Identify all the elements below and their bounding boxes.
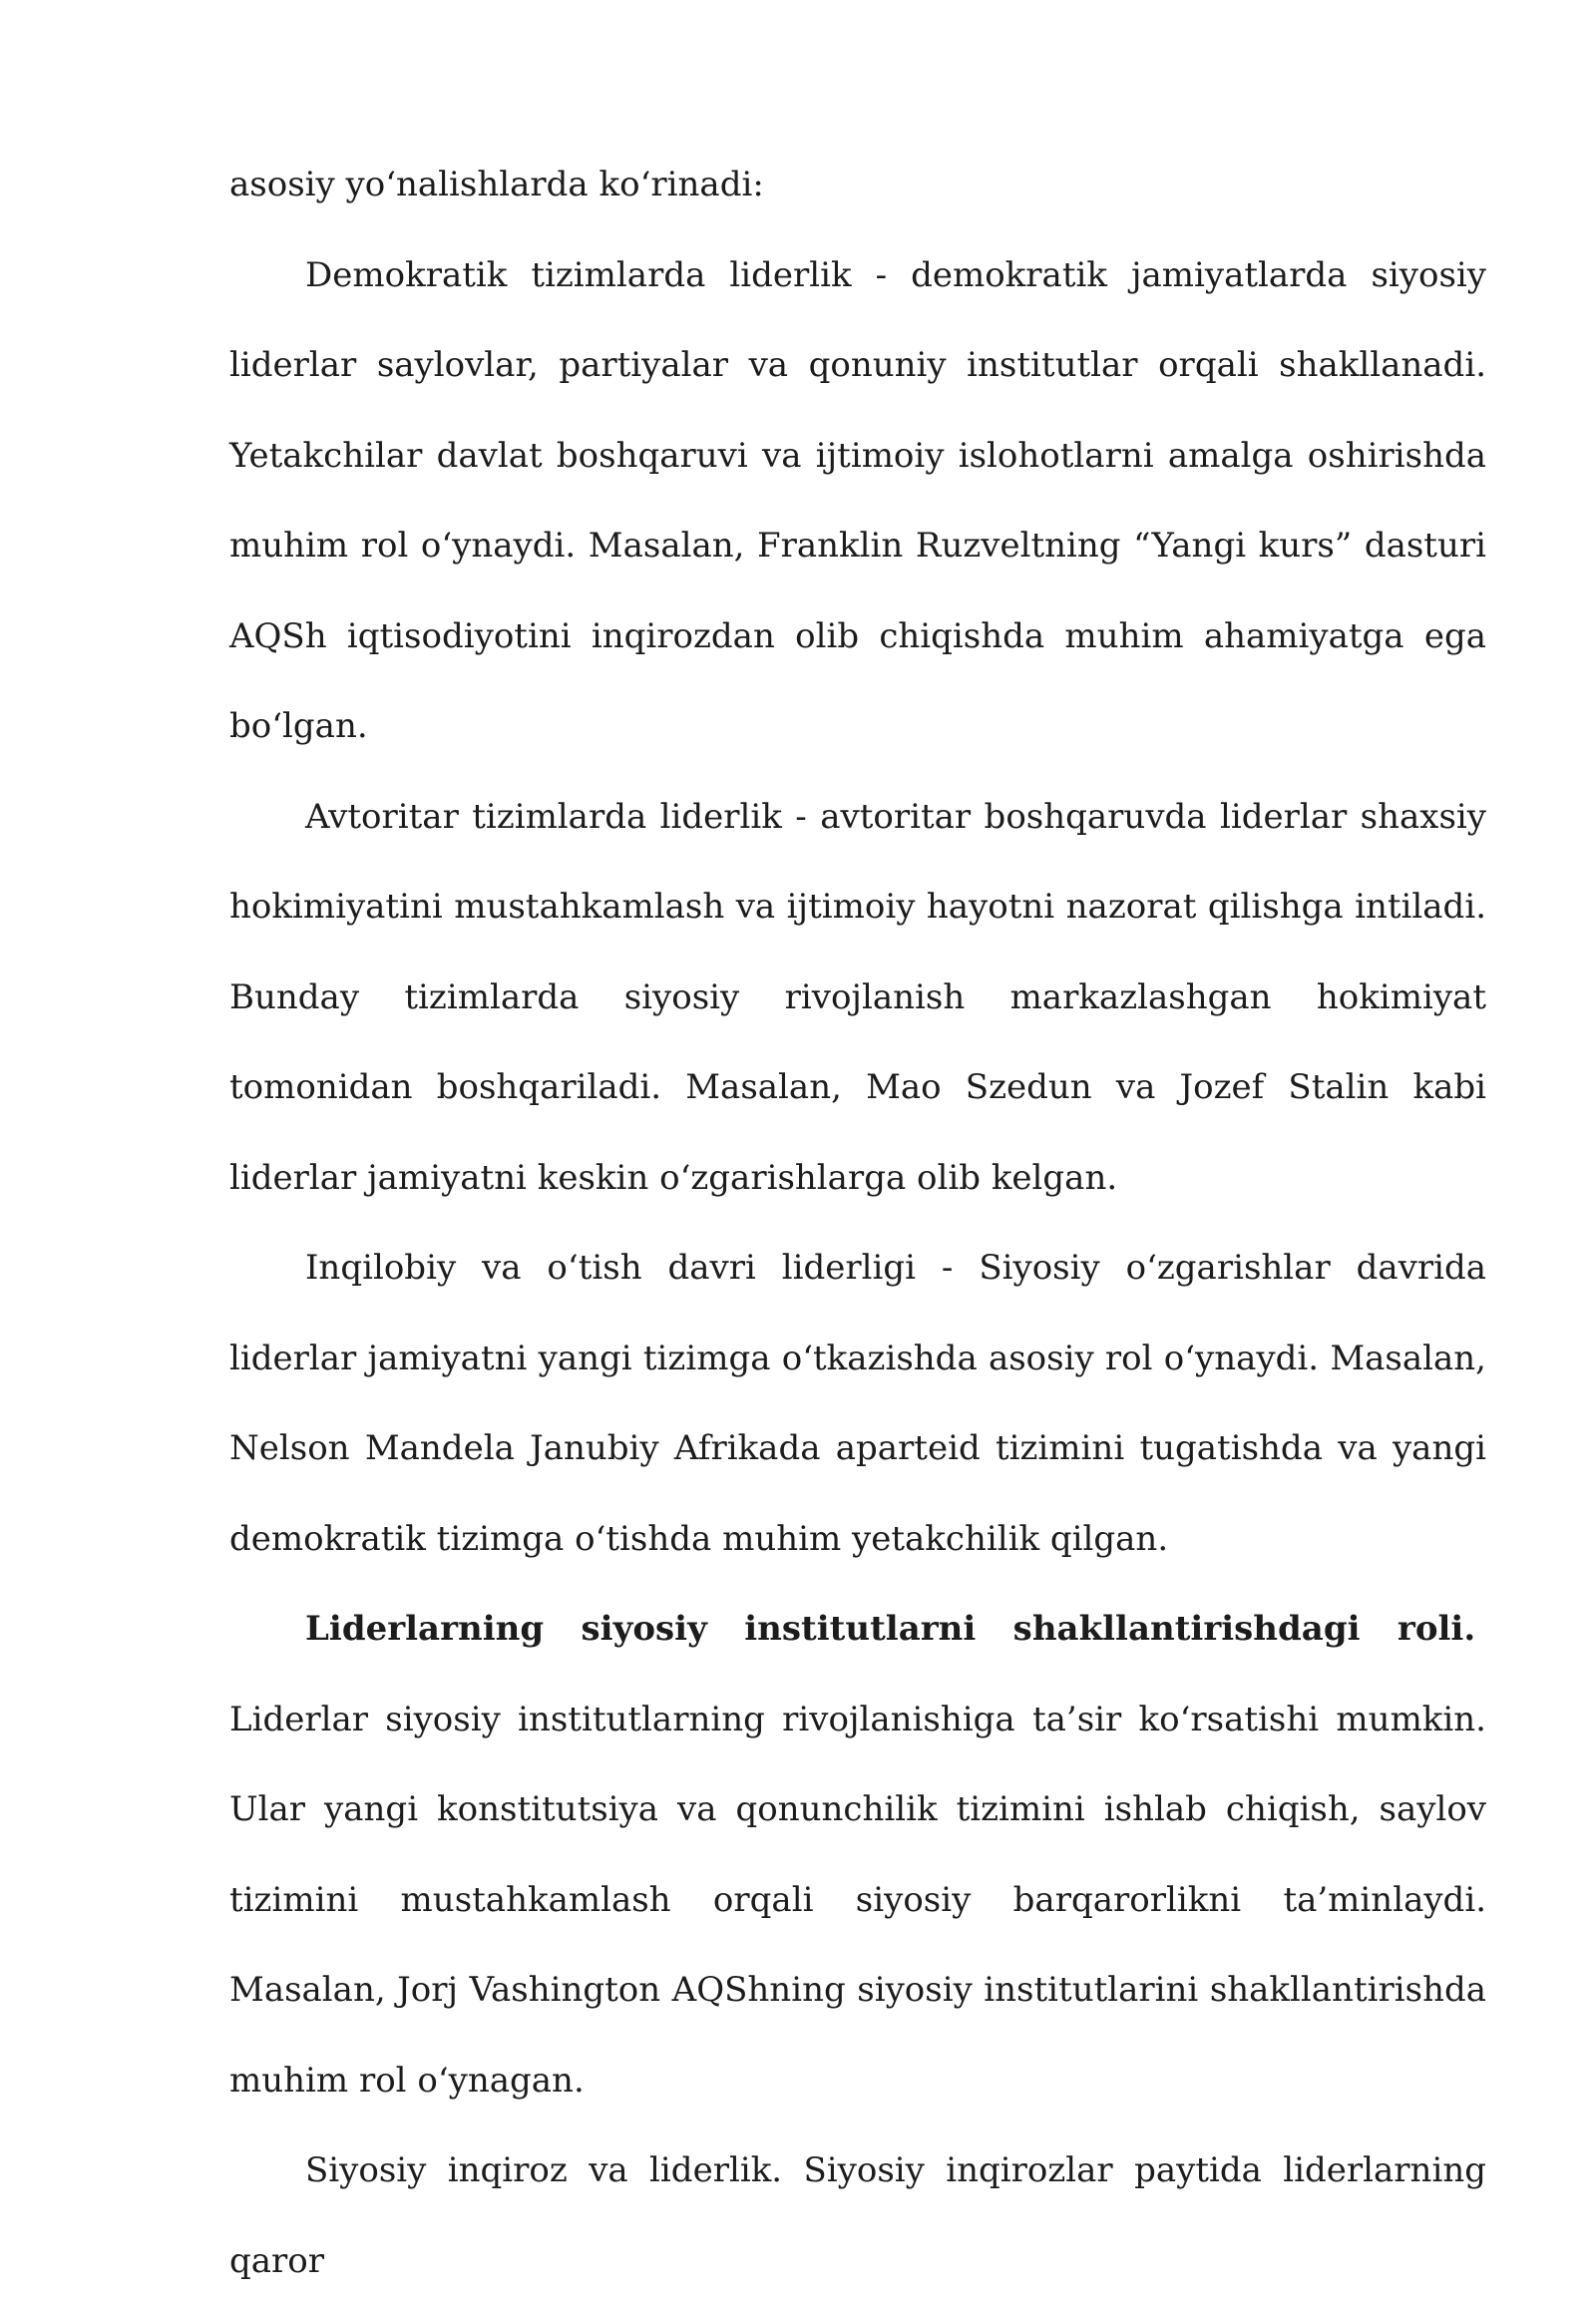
document-body: [229, 140, 1486, 2306]
paragraph-democratic-leadership: Demokratik tizimlarda liderlik - demokratik jamiyatlarda siyosiy liderlar saylovlar, partiyalar va qonuniy institutlar orqali shakllanadi. Yetakchilar davlat boshqaruvi va ijtimoiy islohotlarni amalga oshirishda muhim rol o‘ynaydi. Masalan, Franklin Ruzveltning “Yangi kurs” dasturi AQSh iqtisodiyotini inqirozdan olib chiqishda muhim ahamiyatga ega bo‘lgan.: [229, 254, 1486, 746]
paragraph-institutions-text: Liderlar siyosiy institutlarning rivojlanishiga ta’sir ko‘rsatishi mumkin. Ular yangi konstitutsiya va qonunchilik tizimini ishlab chiqish, saylov tizimini mustahkamlash orqali siyosiy barqarorlikni ta’minlaydi. Masalan, Jorj Vashington AQShning siyosiy institutlarini shakllantirishda muhim rol o‘ynagan.: [229, 1699, 1486, 2101]
paragraph-institutions-role: [229, 1584, 1486, 2125]
paragraph-authoritarian-leadership: Avtoritar tizimlarda liderlik - avtoritar boshqaruvda liderlar shaxsiy hokimiyatini mustahkamlash va ijtimoiy hayotni nazorat qilishga intiladi. Bunday tizimlarda siyosiy rivojlanish markazlashgan hokimiyat tomonidan boshqariladi. Masalan, Mao Szedun va Jozef Stalin kabi liderlar jamiyatni keskin o‘zgarishlarga olib kelgan.: [229, 796, 1486, 1198]
section-heading-institutions: Liderlarning siyosiy institutlarni shakllantirishdagi roli.: [305, 1609, 1476, 1649]
paragraph-political-crisis: Siyosiy inqiroz va liderlik. Siyosiy inqirozlar paytida liderlarning qaror: [229, 2150, 1486, 2281]
paragraph-continuation: asosiy yo‘nalishlarda ko‘rinadi:: [229, 165, 764, 204]
paragraph-transitional-leadership: Inqilobiy va o‘tish davri liderligi - Siyosiy o‘zgarishlar davrida liderlar jamiyatni yangi tizimga o‘tkazishda asosiy rol o‘ynaydi. Masalan, Nelson Mandela Janubiy Afrikada aparteid tizimini tugatishda va yangi demokratik tizimga o‘tishda muhim yetakchilik qilgan.: [229, 1248, 1486, 1559]
